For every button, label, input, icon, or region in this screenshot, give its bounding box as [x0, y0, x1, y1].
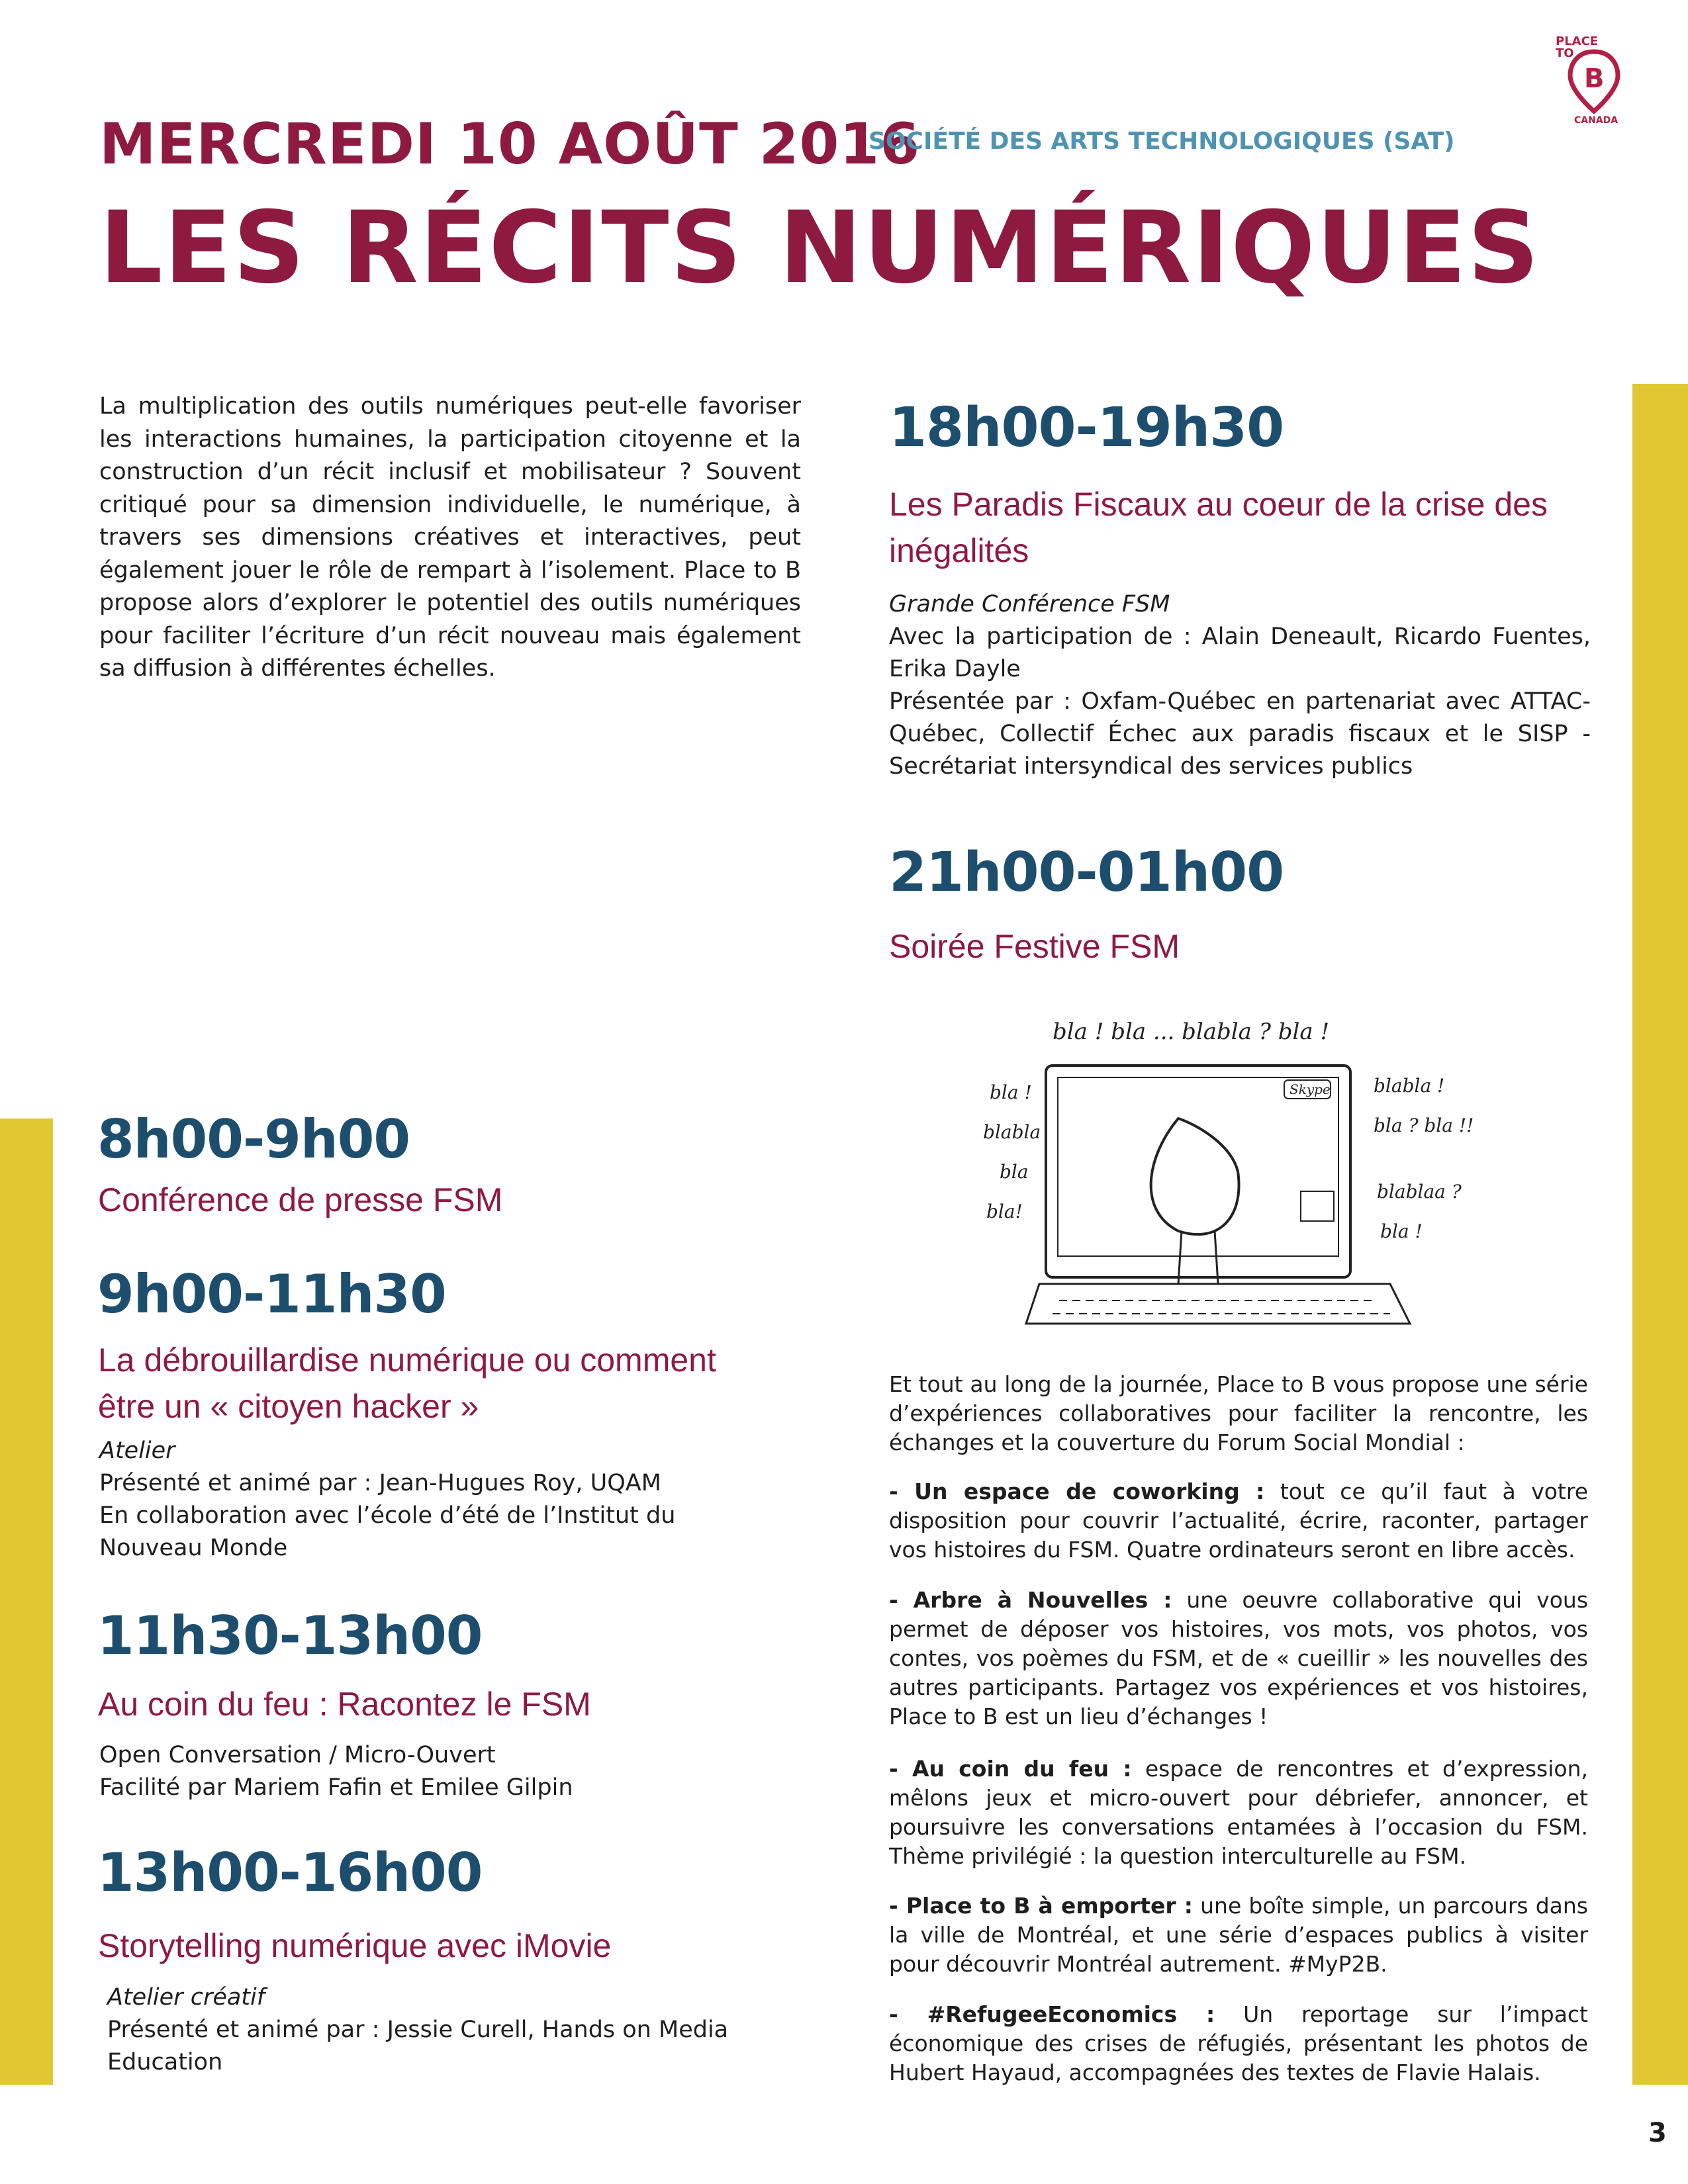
all-day-intro: Et tout au long de la journée, Place to B vous propose une série d’expériences collaboratives pour faciliter la rencontre, les échanges et la couverture du Forum Social Mondial :	[889, 1371, 1588, 1455]
intro-paragraph: La multiplication des outils numériques peut-elle favoriser les interactions humaines, la participation citoyenne et la construction d’un récit inclusif et mobilisateur ? Souvent critiqué pour sa dimension individuelle, le numérique, à travers ses dimensions créatives et interactives, peut également jouer le rôle de rempart à l’isolement. Place to B propose alors d’explorer le potentiel des outils numériques pour faciliter l’écriture d’un récit nouveau mais également sa diffusion à différentes échelles.	[99, 393, 801, 682]
item-text: tout ce qu’il faut à votre disposition pour couvrir l’actualité, écrire, raconter, partager vos histoires du FSM. Quatre ordinateurs seront en libre accès.	[889, 1479, 1588, 1563]
speech-bubble: bla !	[990, 1081, 1032, 1103]
time-slot: 18h00-19h30	[889, 396, 1284, 459]
speech-bubble: bla ? bla !!	[1374, 1115, 1474, 1136]
event-title: Conférence de presse FSM	[98, 1181, 503, 1218]
item-lead: - Place to B à emporter :	[889, 1893, 1193, 1919]
logo-country: CANADA	[1574, 115, 1618, 126]
item-text: une oeuvre collaborative qui vous permet de déposer vos histoires, vos mots, vos photos, vos contes, vos poèmes du FSM, et de « cueillir » les nouvelles des autres participants. Partagez vos expériences et vos histoires, Place to B est un lieu d’échanges !	[889, 1587, 1589, 1729]
event-kind: Atelier	[99, 1437, 175, 1464]
event-kind: Grande Conférence FSM	[889, 591, 1170, 617]
logo-line-2: TO	[1556, 46, 1574, 60]
speech-bubble: bla	[1000, 1161, 1029, 1183]
logo-line-1: PLACE	[1556, 34, 1599, 48]
page-title: LES RÉCITS NUMÉRIQUES	[99, 191, 1540, 306]
speech-bubble: blabla	[983, 1121, 1041, 1143]
event-title: Les Paradis Fiscaux au coeur de la crise des inégalités	[889, 486, 1548, 569]
speech-bubble: blabla !	[1374, 1075, 1445, 1097]
skype-label: Skype	[1289, 1081, 1331, 1097]
item-text: une boîte simple, un parcours dans la ville de Montréal, et une série d’espaces publics à visiter pour découvrir Montréal autrement. #MyP2B.	[889, 1893, 1588, 1977]
event-detail: Open Conversation / Micro-Ouvert	[99, 1742, 496, 1768]
item-text: espace de rencontres et d’expression, mêlons jeux et micro-ouvert pour débriefer, annoncer, et poursuivre les conversations entamées à l’occasion du FSM. Thème privilégié : la question interculturelle au FSM.	[889, 1756, 1588, 1869]
speech-bubble: bla !	[1380, 1220, 1423, 1242]
event-title: Soirée Festive FSM	[889, 928, 1180, 965]
logo-letter: B	[1584, 64, 1605, 94]
event-venue: SOCIÉTÉ DES ARTS TECHNOLOGIQUES (SAT)	[868, 128, 1455, 155]
speech-bubble: blablaa ?	[1377, 1181, 1462, 1203]
event-detail: Facilité par Mariem Fafin et Emilee Gilpin	[99, 1774, 573, 1801]
time-slot: 8h00-9h00	[97, 1109, 410, 1170]
item-lead: - Arbre à Nouvelles :	[889, 1587, 1172, 1613]
event-detail: En collaboration avec l’école d’été de l’Institut du Nouveau Monde	[99, 1502, 676, 1561]
time-slot: 13h00-16h00	[97, 1842, 483, 1903]
item-lead: - Au coin du feu :	[889, 1756, 1132, 1782]
time-slot: 11h30-13h00	[97, 1605, 483, 1666]
item-lead: - Un espace de coworking :	[889, 1479, 1265, 1504]
right-accent-bar	[1632, 384, 1688, 2085]
speech-bubble: bla!	[986, 1201, 1023, 1222]
all-day-item	[889, 2000, 1588, 2087]
event-title: Au coin du feu : Racontez le FSM	[98, 1686, 591, 1723]
chatter-illustration	[980, 999, 1503, 1343]
all-day-item	[889, 1754, 1588, 1871]
speech-bubble: bla ! bla ... blabla ? bla !	[1053, 1019, 1330, 1045]
left-accent-bar	[0, 1118, 53, 2085]
event-date: MERCREDI 10 AOÛT 2016	[99, 111, 921, 177]
item-lead: - #RefugeeEconomics :	[889, 2001, 1215, 2027]
all-day-item	[889, 1477, 1588, 1565]
item-text: Un reportage sur l’impact économique des crises de réfugiés, présentant les photos de Hubert Hayaud, accompagnées des textes de Flavie Halais.	[889, 2001, 1588, 2085]
place-to-b-logo	[1548, 26, 1634, 126]
event-detail: Avec la participation de : Alain Deneault, Ricardo Fuentes, Erika Dayle	[889, 623, 1591, 682]
time-slot: 21h00-01h00	[889, 841, 1284, 904]
time-slot: 9h00-11h30	[97, 1263, 446, 1325]
event-detail: Présenté et animé par : Jean-Hugues Roy, UQAM	[99, 1470, 661, 1496]
all-day-item	[889, 1891, 1588, 1979]
event-detail: Présenté et animé par : Jessie Curell, Hands on Media Education	[107, 2017, 729, 2075]
all-day-item	[889, 1586, 1588, 1731]
event-kind: Atelier créatif	[107, 1984, 265, 2011]
event-title: Storytelling numérique avec iMovie	[98, 1927, 612, 1964]
page-number: 3	[1648, 2118, 1667, 2148]
event-title: La débrouillardise numérique ou comment être un « citoyen hacker »	[98, 1342, 716, 1425]
event-detail: Présentée par : Oxfam-Québec en partenariat avec ATTAC-Québec, Collectif Échec aux paradis fiscaux et le SISP - Secrétariat intersyndical des services publics	[889, 688, 1591, 780]
